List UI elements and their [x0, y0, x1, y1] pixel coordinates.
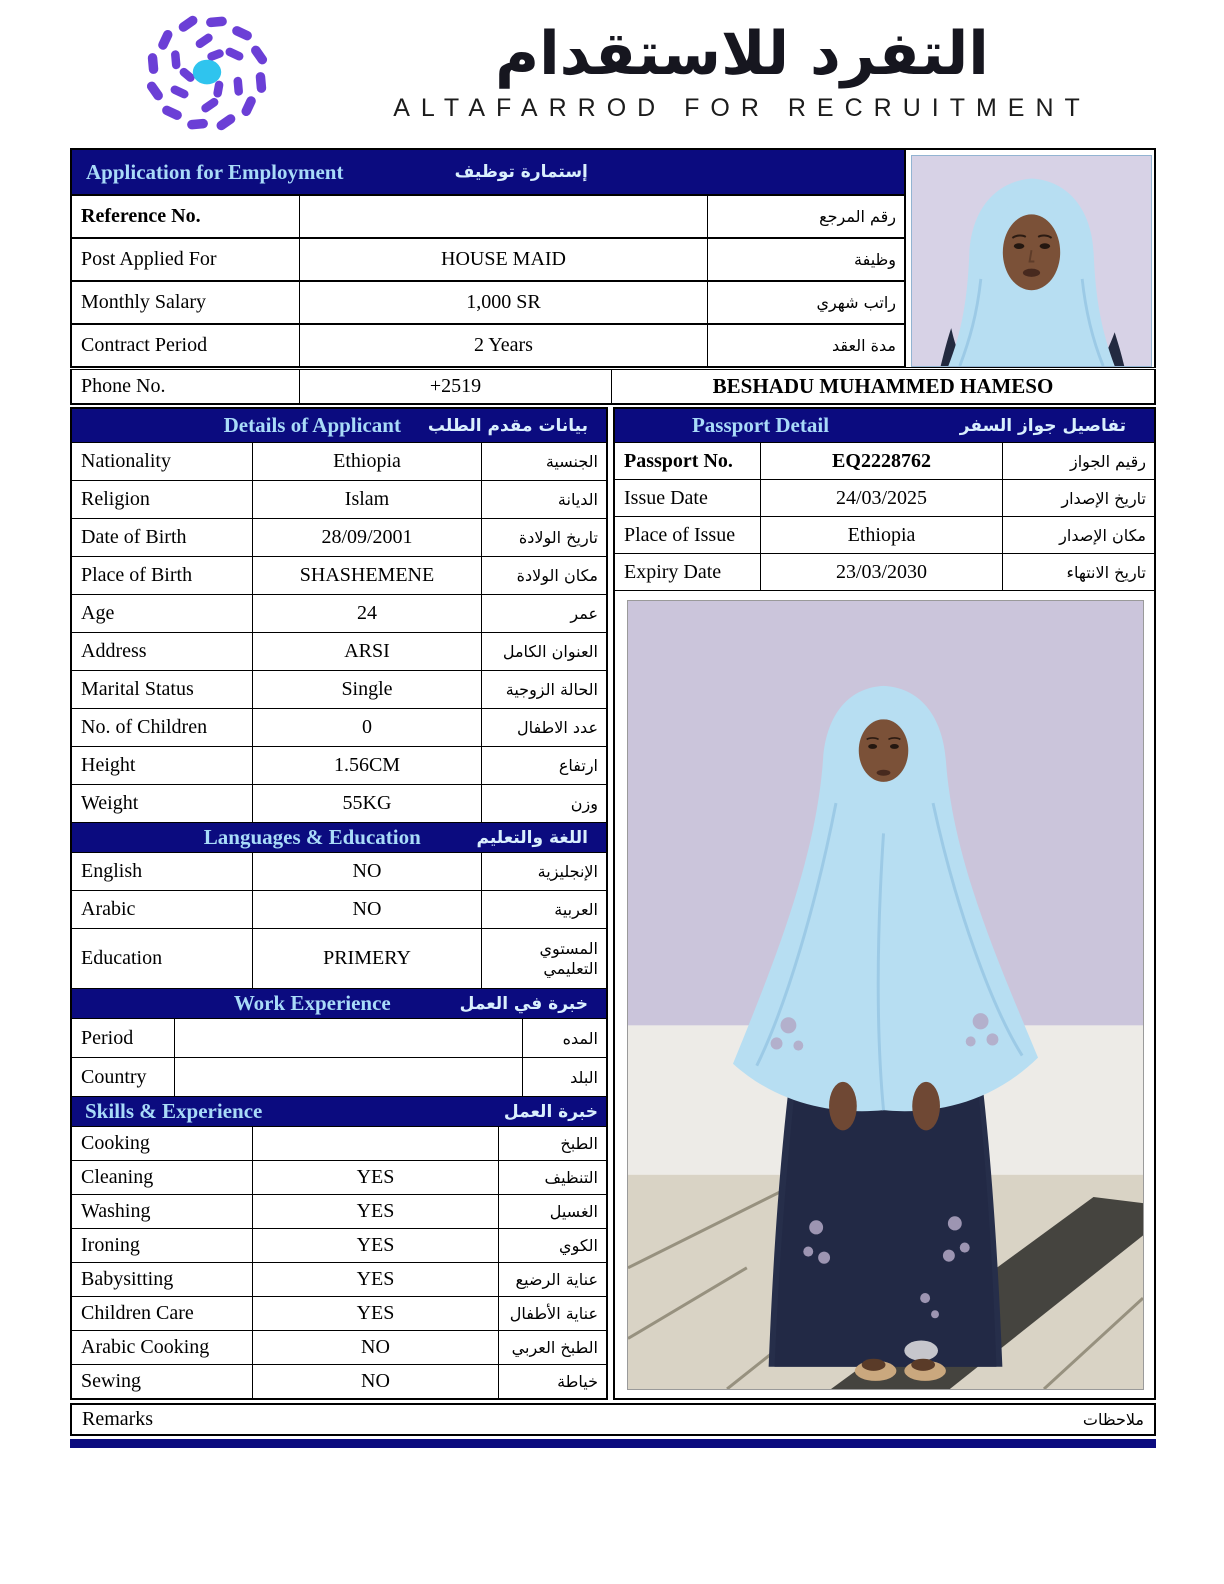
remarks-label: Remarks [82, 1408, 154, 1430]
field-value: NO [253, 1365, 499, 1398]
table-row [72, 443, 606, 480]
field-label-arabic: راتب شهري [816, 293, 896, 312]
table-row [615, 479, 1154, 516]
field-value: 28/09/2001 [253, 519, 482, 556]
languages-section-header [72, 822, 606, 853]
field-label: Religion [72, 481, 253, 518]
field-value [300, 196, 708, 237]
field-label-arabic: التنظيف [544, 1168, 598, 1187]
skills-section-header [72, 1096, 606, 1127]
field-value: Single [253, 671, 482, 708]
remarks-row [70, 1403, 1156, 1436]
table-row [72, 194, 904, 237]
table-row [615, 553, 1154, 590]
field-label: Age [72, 595, 253, 632]
field-label-arabic: العنوان الكامل [502, 642, 598, 661]
table-row [72, 280, 904, 323]
field-label-arabic: الجنسية [545, 452, 598, 471]
brand-title-english: ALTAFARROD FOR RECRUITMENT [393, 94, 1091, 122]
field-value: Ethiopia [253, 443, 482, 480]
section-title-english: Work Experience [233, 991, 391, 1015]
section-title-arabic: خبرة العمل [503, 1101, 598, 1122]
field-label-arabic: مدة العقد [832, 336, 896, 355]
field-label: Height [72, 747, 253, 784]
table-row [72, 1057, 606, 1096]
section-title-arabic: إستمارة توظيف [454, 162, 588, 182]
field-label: Country [72, 1058, 175, 1096]
field-label-arabic: مكان الولادة [516, 566, 598, 585]
field-value [253, 1127, 499, 1160]
skills-rows [72, 1127, 606, 1398]
field-value: YES [253, 1229, 499, 1262]
field-label: Education [72, 929, 253, 988]
application-section-header [72, 150, 904, 194]
table-row [72, 1160, 606, 1194]
field-label: Address [72, 633, 253, 670]
field-label-arabic: خياطة [557, 1372, 598, 1391]
field-label-arabic: العربية [554, 900, 598, 919]
field-label: Nationality [72, 443, 253, 480]
passport-section-header [615, 409, 1154, 443]
field-label-arabic: تاريخ الانتهاء [1066, 562, 1146, 582]
table-row [72, 1262, 606, 1296]
field-value: SHASHEMENE [253, 557, 482, 594]
field-label-arabic: مكان الإصدار [1059, 525, 1146, 545]
field-label: Expiry Date [615, 554, 761, 590]
field-label: Reference No. [72, 196, 300, 237]
table-row [72, 746, 606, 784]
field-label-arabic: الكوي [559, 1236, 598, 1255]
field-value: NO [253, 1331, 499, 1364]
table-row [72, 1330, 606, 1364]
work-section-header [72, 988, 606, 1019]
field-label: Period [72, 1019, 175, 1057]
section-title-english: Passport Detail [691, 413, 830, 437]
field-label: Marital Status [72, 671, 253, 708]
field-label-arabic: رقيم الجواز [1069, 451, 1146, 471]
field-label: Cooking [72, 1127, 253, 1160]
right-column [613, 407, 1156, 1400]
field-value: 24/03/2025 [761, 480, 1003, 516]
field-label: Weight [72, 785, 253, 822]
field-label-arabic: وظيفة [854, 250, 896, 269]
field-label: Monthly Salary [72, 282, 300, 323]
field-label-arabic: الطبخ العربي [511, 1338, 598, 1357]
field-label: Date of Birth [72, 519, 253, 556]
field-value: NO [253, 891, 482, 928]
field-value: YES [253, 1263, 499, 1296]
field-value: 2 Years [300, 325, 708, 366]
section-title-arabic: بيانات مقدم الطلب [427, 415, 588, 436]
field-value [175, 1058, 523, 1096]
table-row [72, 323, 904, 366]
field-label: Arabic Cooking [72, 1331, 253, 1364]
table-row [615, 516, 1154, 553]
phone-label: Phone No. [72, 370, 300, 403]
field-value: 1.56CM [253, 747, 482, 784]
table-row [72, 480, 606, 518]
field-label: Sewing [72, 1365, 253, 1398]
field-value: Islam [253, 481, 482, 518]
field-label: Babysitting [72, 1263, 253, 1296]
middle-section [70, 407, 1156, 1400]
section-title-english: Languages & Education [203, 825, 421, 849]
table-row [72, 556, 606, 594]
bottom-divider-bar [70, 1439, 1156, 1448]
brand-header [0, 0, 1224, 148]
table-row [72, 1228, 606, 1262]
field-label: Arabic [72, 891, 253, 928]
field-label: Children Care [72, 1297, 253, 1330]
field-label-arabic: عناية الأطفال [509, 1304, 598, 1323]
field-value: YES [253, 1297, 499, 1330]
field-label: Place of Issue [615, 517, 761, 553]
work-rows [72, 1019, 606, 1096]
application-table [70, 148, 906, 368]
field-value: EQ2228762 [761, 443, 1003, 479]
field-label-arabic: المده [562, 1028, 598, 1048]
field-value [175, 1019, 523, 1057]
field-value: 0 [253, 709, 482, 746]
field-label-arabic: الطبخ [560, 1134, 598, 1153]
field-label-arabic: تاريخ الولادة [518, 528, 598, 547]
brand-title-arabic: التفرد للاستقدام [495, 19, 989, 89]
field-label-arabic: عدد الاطفال [516, 718, 598, 737]
table-row [72, 1019, 606, 1057]
field-value: NO [253, 853, 482, 890]
field-label: Issue Date [615, 480, 761, 516]
applicant-portrait-photo [906, 148, 1156, 368]
field-value: YES [253, 1161, 499, 1194]
section-title-english: Details of Applicant [223, 413, 401, 437]
passport-rows [615, 443, 1154, 590]
applicant-name: BESHADU MUHAMMED HAMESO [712, 374, 1054, 398]
field-label: English [72, 853, 253, 890]
field-value: YES [253, 1195, 499, 1228]
left-column [70, 407, 608, 1400]
field-label-arabic: البلد [570, 1067, 598, 1087]
field-label-arabic: الحالة الزوجية [505, 680, 598, 699]
languages-rows [72, 853, 606, 988]
field-label-arabic: ارتفاع [558, 756, 598, 775]
field-label: Passport No. [615, 443, 761, 479]
field-label-arabic: عناية الرضيع [515, 1270, 598, 1289]
table-row [72, 708, 606, 746]
field-label-arabic: تاريخ الإصدار [1061, 488, 1146, 508]
section-title-arabic: خبرة في العمل [459, 993, 588, 1014]
field-label: Post Applied For [72, 239, 300, 280]
table-row [615, 443, 1154, 479]
application-form [70, 148, 1156, 1448]
application-section [70, 148, 1156, 368]
field-label: Washing [72, 1195, 253, 1228]
field-value: 23/03/2030 [761, 554, 1003, 590]
section-title-english: Application for Employment [86, 159, 344, 184]
section-title-english: Skills & Experience [85, 1099, 263, 1123]
details-section-header [72, 409, 606, 443]
field-value: ARSI [253, 633, 482, 670]
table-row [72, 1296, 606, 1330]
spiral-dots-logo-icon [108, 2, 306, 144]
field-label: Cleaning [72, 1161, 253, 1194]
field-label-arabic: عمر [570, 604, 598, 623]
table-row [72, 594, 606, 632]
table-row [72, 853, 606, 890]
remarks-label-arabic: ملاحظات [1082, 1410, 1144, 1429]
table-row [72, 1194, 606, 1228]
brand-text [306, 19, 1154, 123]
application-rows [72, 194, 904, 366]
field-label: Contract Period [72, 325, 300, 366]
field-label-arabic: الإنجليزية [537, 862, 598, 881]
field-label-arabic: الغسيل [549, 1202, 598, 1221]
field-value: Ethiopia [761, 517, 1003, 553]
table-row [72, 632, 606, 670]
applicant-full-length-photo [615, 590, 1154, 1398]
details-rows [72, 443, 606, 822]
field-label-arabic: الديانة [557, 490, 598, 509]
field-value: HOUSE MAID [300, 239, 708, 280]
table-row [72, 670, 606, 708]
field-value: PRIMERY [253, 929, 482, 988]
field-label: Ironing [72, 1229, 253, 1262]
section-title-arabic: اللغة والتعليم [476, 827, 588, 848]
full-length-photo-image [627, 600, 1144, 1390]
field-label-arabic: وزن [570, 794, 598, 813]
table-row [72, 518, 606, 556]
table-row [72, 784, 606, 822]
field-value: 1,000 SR [300, 282, 708, 323]
phone-name-row [70, 369, 1156, 405]
portrait-photo-image [911, 155, 1152, 367]
field-label-arabic: رقم المرجع [819, 207, 896, 226]
table-row [72, 890, 606, 928]
table-row [72, 237, 904, 280]
field-label: No. of Children [72, 709, 253, 746]
phone-value: +2519 [300, 370, 612, 403]
field-label: Place of Birth [72, 557, 253, 594]
field-value: 24 [253, 595, 482, 632]
field-label-arabic: المستوي التعليمي [539, 938, 598, 978]
table-row [72, 928, 606, 988]
table-row [72, 1364, 606, 1398]
section-title-arabic: تفاصيل جواز السفر [959, 415, 1126, 436]
table-row [72, 1127, 606, 1160]
field-value: 55KG [253, 785, 482, 822]
